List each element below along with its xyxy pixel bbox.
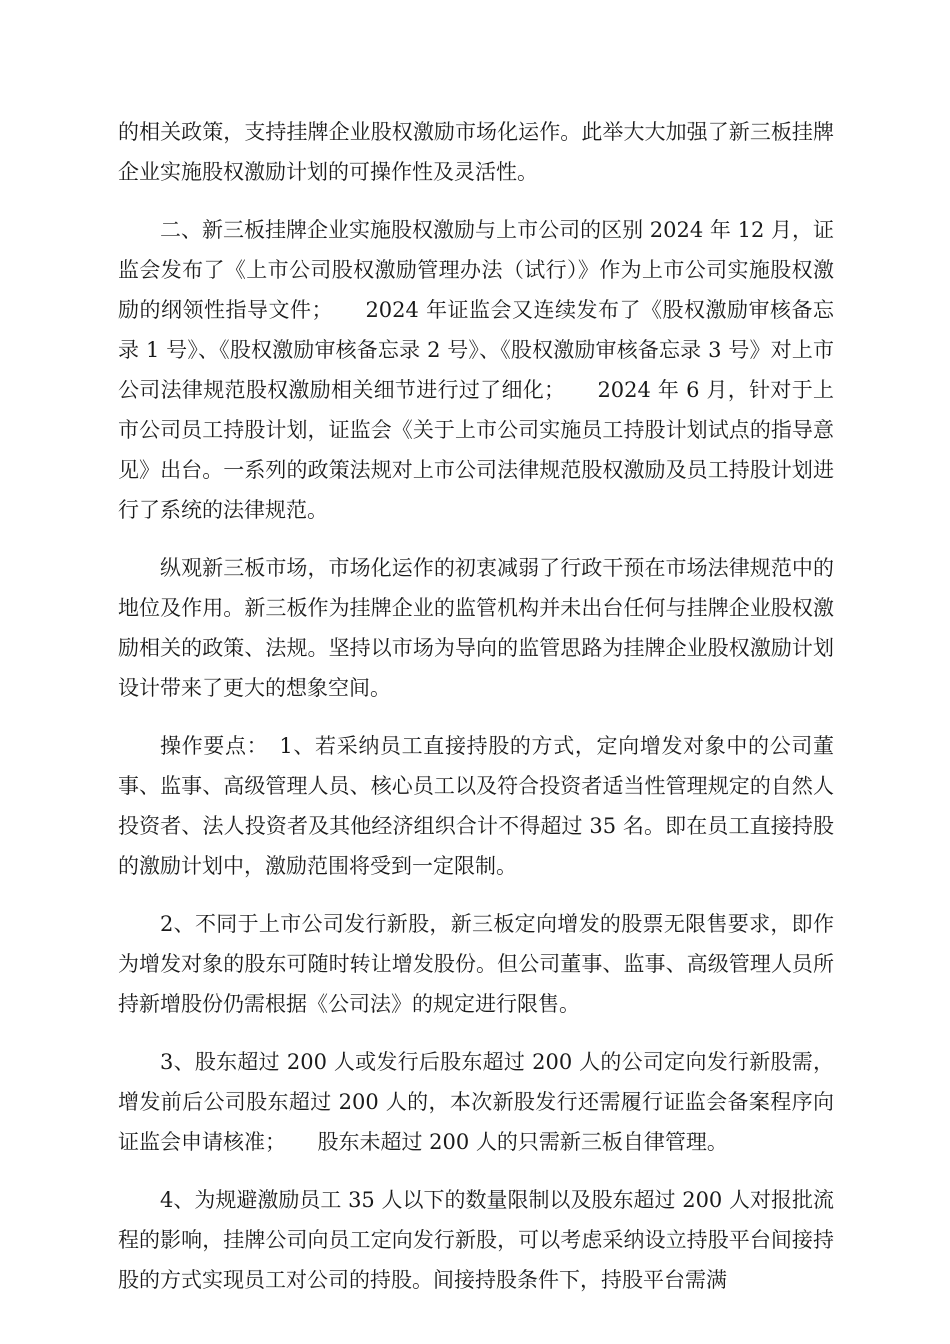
paragraph-market-overview: 纵观新三板市场，市场化运作的初衷减弱了行政干预在市场法律规范中的地位及作用。新三板作为挂牌企业的监管机构并未出台任何与挂牌企业股权激励相关的政策、法规。坚持以市场为导向的监管思路为挂牌企业股权激励计划设计带来了更大的想象空间。 [118, 556, 834, 700]
paragraph-key-points-4: 4、为规避激励员工 35 人以下的数量限制以及股东超过 200 人对报批流程的影响，挂牌公司向员工定向发行新股，可以考虑采纳设立持股平台间接持股的方式实现员工对公司的持股。间接持股条件下，持股平台需满 [118, 1188, 834, 1292]
paragraph-section-two: 二、新三板挂牌企业实施股权激励与上市公司的区别 2024 年 12 月，证监会发布了《上市公司股权激励管理办法（试行）》作为上市公司实施股权激励的纲领性指导文件； 2024 年证监会又连续发布了《股权激励审核备忘录 1 号》、《股权激励审核备忘录 2 号》、《股权激励审核备忘录 3 号》对上市公司法律规范股权激励相关细节进行过了细化； 2024 年 6 月，针对于上市公司员工持股计划，证监会《关于上市公司实施员工持股计划试点的指导意见》出台。一系列的政策法规对上市公司法律规范股权激励及员工持股计划进行了系统的法律规范。 [118, 218, 834, 522]
paragraph-continuation: 的相关政策，支持挂牌企业股权激励市场化运作。此举大大加强了新三板挂牌企业实施股权激励计划的可操作性及灵活性。 [118, 120, 834, 184]
paragraph-key-points-2: 2、不同于上市公司发行新股，新三板定向增发的股票无限售要求，即作为增发对象的股东可随时转让增发股份。但公司董事、监事、高级管理人员所持新增股份仍需根据《公司法》的规定进行限售。 [118, 912, 834, 1016]
paragraph-key-points-3: 3、股东超过 200 人或发行后股东超过 200 人的公司定向发行新股需，增发前后公司股东超过 200 人的，本次新股发行还需履行证监会备案程序向证监会申请核准； 股东未超过 200 人的只需新三板自律管理。 [118, 1050, 834, 1154]
paragraph-key-points-1: 操作要点： 1、若采纳员工直接持股的方式，定向增发对象中的公司董事、监事、高级管理人员、核心员工以及符合投资者适当性管理规定的自然人投资者、法人投资者及其他经济组织合计不得超过 35 名。即在员工直接持股的激励计划中，激励范围将受到一定限制。 [118, 734, 834, 878]
document-body [118, 112, 834, 1318]
